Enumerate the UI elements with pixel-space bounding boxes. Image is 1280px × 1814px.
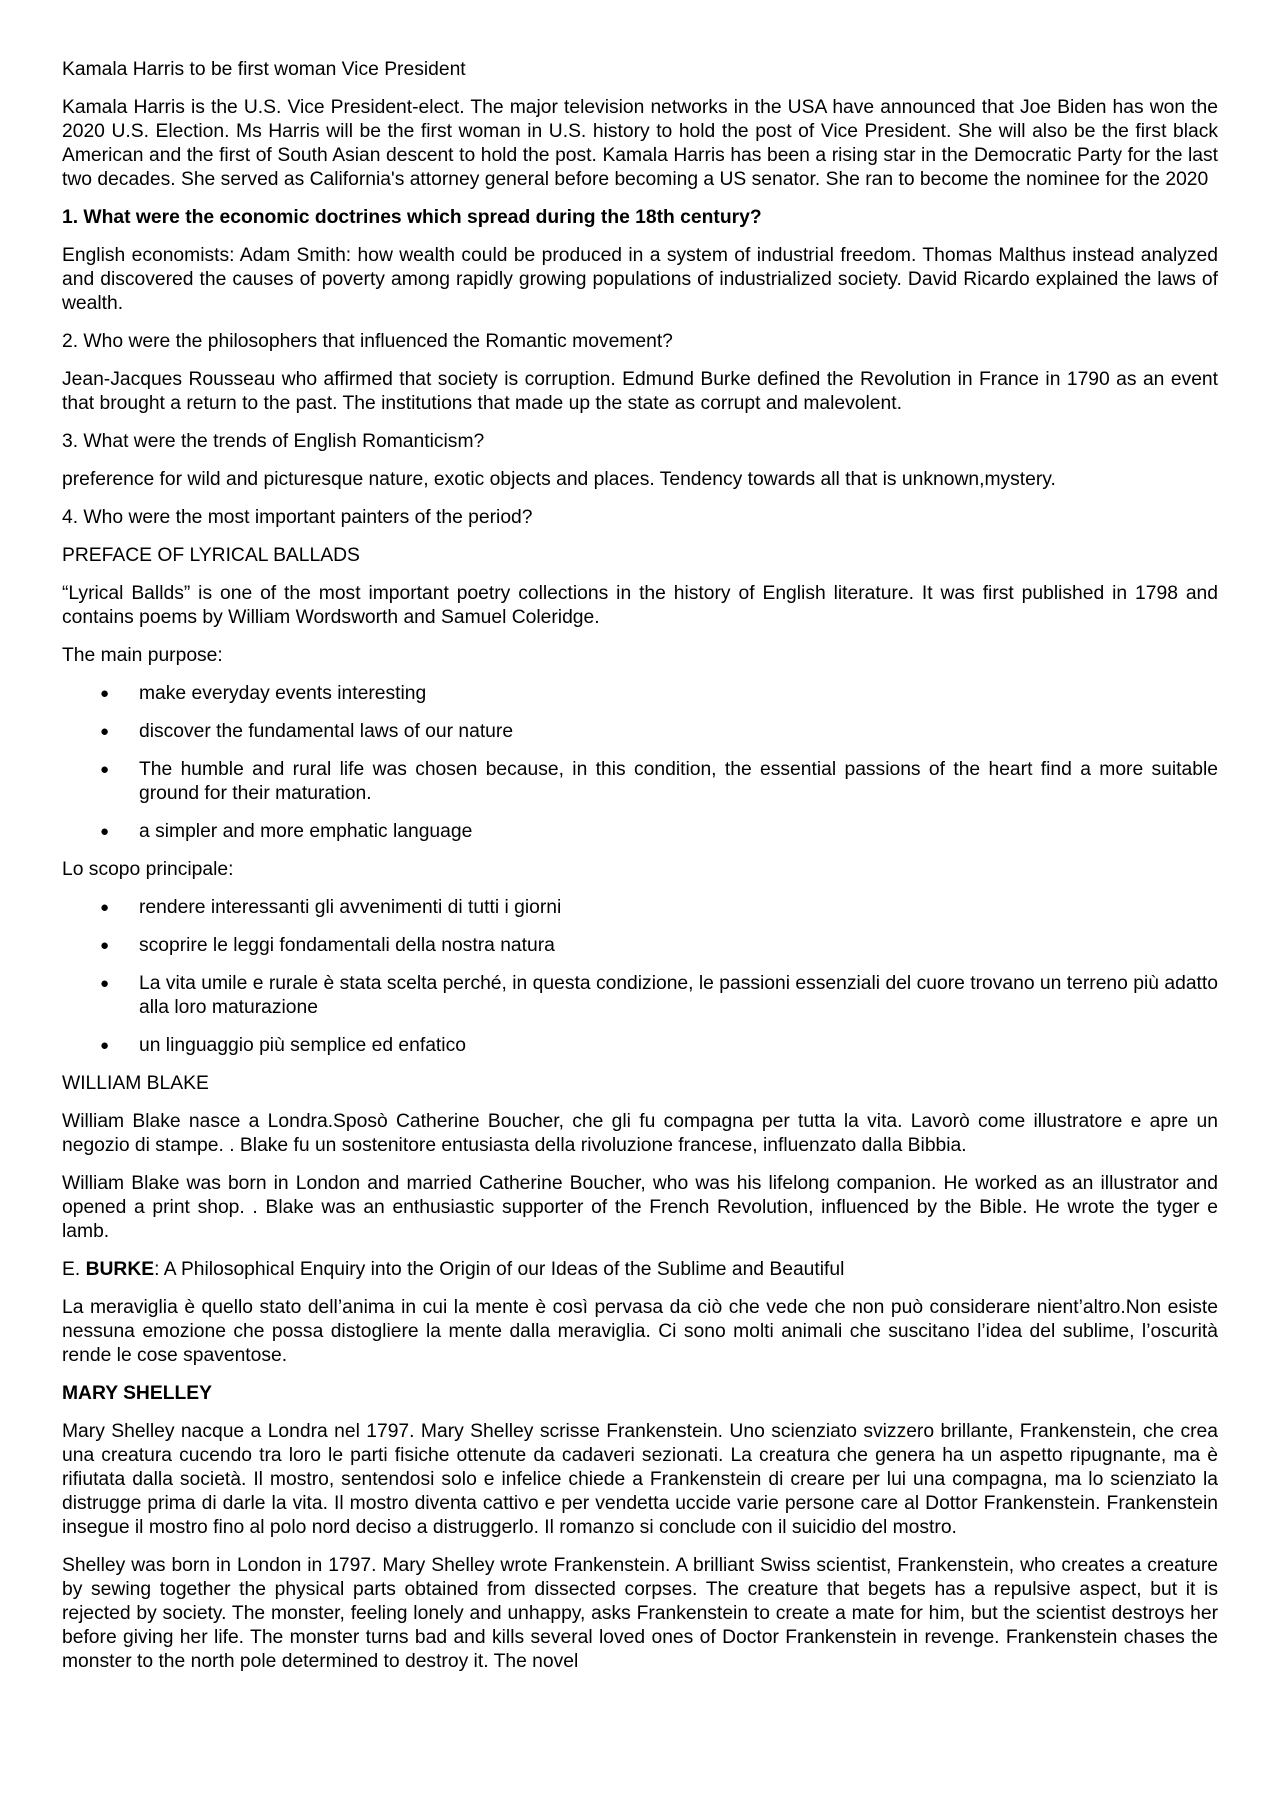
bullet-icon: ● xyxy=(100,723,110,740)
list-item xyxy=(62,758,1218,806)
list-item xyxy=(62,682,1218,706)
purpose-list-it xyxy=(62,896,1218,1058)
list-item-text: make everyday events interesting xyxy=(139,683,427,704)
question-4: 4. Who were the most important painters of the period? xyxy=(62,507,533,528)
list-item-text: un linguaggio più semplice ed enfatico xyxy=(139,1035,466,1056)
burke-prefix: E. xyxy=(62,1259,86,1280)
list-item xyxy=(62,720,1218,744)
preface-paragraph: “Lyrical Ballds” is one of the most important poetry collections in the history of English literature. It was first published in 1798 and contains poems by William Wordsworth and Samuel Coleridge. xyxy=(62,583,1218,628)
bullet-icon: ● xyxy=(100,937,110,954)
question-1: 1. What were the economic doctrines which spread during the 18th century? xyxy=(62,207,762,228)
preface-heading: PREFACE OF LYRICAL BALLADS xyxy=(62,545,360,566)
list-item-text: The humble and rural life was chosen because, in this condition, the essential passions of the heart find a more suitable ground for their maturation. xyxy=(139,759,1218,804)
answer-3: preference for wild and picturesque nature, exotic objects and places. Tendency towards all that is unknown,mystery. xyxy=(62,469,1056,490)
burke-name: BURKE xyxy=(85,1259,155,1280)
question-3: 3. What were the trends of English Romanticism? xyxy=(62,431,485,452)
answer-1: English economists: Adam Smith: how wealth could be produced in a system of industrial freedom. Thomas Malthus instead analyzed and discovered the causes of poverty among rapidly growing populations of industrialized society. David Ricardo explained the laws of wealth. xyxy=(62,245,1218,314)
bullet-icon: ● xyxy=(100,823,110,840)
list-item-text: scoprire le leggi fondamentali della nostra natura xyxy=(139,935,555,956)
list-item-text: a simpler and more emphatic language xyxy=(139,821,473,842)
blake-paragraph-en: William Blake was born in London and married Catherine Boucher, who was his lifelong companion. He worked as an illustrator and opened a print shop. . Blake was an enthusiastic supporter of the French Revolution, influenced by the Bible. He wrote the tyger e lamb. xyxy=(62,1173,1218,1242)
scopo-label: Lo scopo principale: xyxy=(62,859,234,880)
list-item-text: discover the fundamental laws of our nature xyxy=(139,721,514,742)
burke-title: : A Philosophical Enquiry into the Origin of our Ideas of the Sublime and Beautiful xyxy=(154,1259,845,1280)
bullet-icon: ● xyxy=(100,761,110,778)
shelley-paragraph-it: Mary Shelley nacque a Londra nel 1797. Mary Shelley scrisse Frankenstein. Uno scienziato svizzero brillante, Frankenstein, che crea una creatura cucendo tra loro le parti fisiche ottenute da cadaveri sezionati. La creatura che genera ha un aspetto ripugnante, ma è rifiutata dalla società. Il mostro, sentendosi solo e infelice chiede a Frankenstein di creare per lui una compagna, ma lo scienziato la distrugge prima di darle la vita. Il mostro diventa cattivo e per vendetta uccide varie persone care al Dottor Frankenstein. Frankenstein insegue il mostro fino al polo nord deciso a distruggerlo. Il romanzo si conclude con il suicidio del mostro. xyxy=(62,1421,1218,1538)
answer-2: Jean-Jacques Rousseau who affirmed that society is corruption. Edmund Burke defined the Revolution in France in 1790 as an event that brought a return to the past. The institutions that made up the state as corrupt and malevolent. xyxy=(62,369,1218,414)
burke-paragraph: La meraviglia è quello stato dell’anima in cui la mente è così pervasa da ciò che vede che non può considerare nient’altro.Non esiste nessuna emozione che possa distogliere la mente dalla meraviglia. Ci sono molti animali che suscitano l’idea del sublime, l’oscurità rende le cose spaventose. xyxy=(62,1297,1218,1366)
shelley-heading: MARY SHELLEY xyxy=(62,1383,212,1404)
purpose-list-en xyxy=(62,682,1218,844)
blake-paragraph-it: William Blake nasce a Londra.Sposò Catherine Boucher, che gli fu compagna per tutta la vita. Lavorò come illustratore e apre un negozio di stampe. . Blake fu un sostenitore entusiasta della rivoluzione francese, influenzato dalla Bibbia. xyxy=(62,1111,1218,1156)
main-purpose-label: The main purpose: xyxy=(62,645,223,666)
article-title: Kamala Harris to be first woman Vice President xyxy=(62,59,466,80)
blake-heading: WILLIAM BLAKE xyxy=(62,1073,209,1094)
list-item-text: rendere interessanti gli avvenimenti di tutti i giorni xyxy=(139,897,562,918)
bullet-icon: ● xyxy=(100,975,110,992)
list-item xyxy=(62,1034,1218,1058)
list-item xyxy=(62,972,1218,1020)
shelley-paragraph-en: Shelley was born in London in 1797. Mary Shelley wrote Frankenstein. A brilliant Swiss scientist, Frankenstein, who creates a creature by sewing together the physical parts obtained from dissected corpses. The creature that begets has a repulsive aspect, but it is rejected by society. The monster, feeling lonely and unhappy, asks Frankenstein to create a mate for him, but the scientist destroys her before giving her life. The monster turns bad and kills several loved ones of Doctor Frankenstein in revenge. Frankenstein chases the monster to the north pole determined to destroy it. The novel xyxy=(62,1555,1218,1672)
list-item xyxy=(62,896,1218,920)
bullet-icon: ● xyxy=(100,899,110,916)
article-paragraph: Kamala Harris is the U.S. Vice President-elect. The major television networks in the USA have announced that Joe Biden has won the 2020 U.S. Election. Ms Harris will be the first woman in U.S. history to hold the post of Vice President. She will also be the first black American and the first of South Asian descent to hold the post. Kamala Harris has been a rising star in the Democratic Party for the last two decades. She served as California's attorney general before becoming a US senator. She ran to become the nominee for the 2020 xyxy=(62,97,1218,190)
question-2: 2. Who were the philosophers that influenced the Romantic movement? xyxy=(62,331,673,352)
list-item xyxy=(62,820,1218,844)
bullet-icon: ● xyxy=(100,685,110,702)
list-item-text: La vita umile e rurale è stata scelta perché, in questa condizione, le passioni essenziali del cuore trovano un terreno più adatto alla loro maturazione xyxy=(139,973,1218,1018)
list-item xyxy=(62,934,1218,958)
burke-heading xyxy=(62,1258,1218,1282)
bullet-icon: ● xyxy=(100,1037,110,1054)
